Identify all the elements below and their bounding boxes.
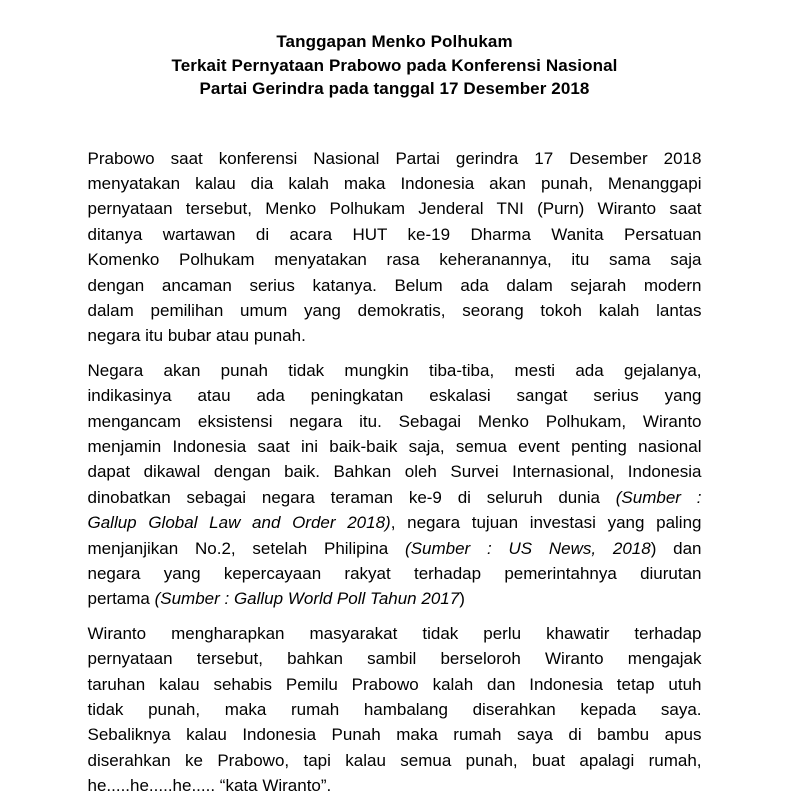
text-line <box>88 672 702 697</box>
text-segment: dapat dikawal dengan baik. Bahkan oleh Survei Internasional, Indonesia <box>87 462 702 482</box>
text-segment: menjanjikan No.2, setelah Philipina <box>87 538 406 558</box>
paragraph-1 <box>88 146 702 349</box>
text-line <box>88 171 702 196</box>
text-segment: dalam pemilihan umum yang demokratis, seorang tokoh kalah lantas <box>87 300 702 320</box>
text-line <box>88 383 702 408</box>
text-line <box>88 298 702 323</box>
text-segment: pernyataan tersebut, Menko Polhukam Jenderal TNI (Purn) Wiranto saat <box>87 199 702 219</box>
italic-text-segment: Gallup Global Law and Order 2018) <box>87 513 391 533</box>
text-line <box>88 697 702 722</box>
text-segment: tidak punah, maka rumah hambalang diserahkan kepada saya. <box>87 700 702 720</box>
document-content <box>88 0 702 799</box>
text-segment: negara itu bubar atau punah. <box>87 326 306 346</box>
text-segment: menjamin Indonesia saat ini baik-baik saja, semua event penting nasional <box>87 436 702 456</box>
text-line <box>88 358 702 383</box>
text-line <box>88 646 702 671</box>
text-line <box>88 247 702 272</box>
text-line <box>88 510 702 535</box>
text-segment: he.....he.....he..... “kata Wiranto”. <box>87 776 332 796</box>
text-segment: negara yang kepercayaan rakyat terhadap pemerintahnya diurutan <box>87 564 702 583</box>
text-segment: ditanya wartawan di acara HUT ke-19 Dharma Wanita Persatuan <box>87 224 702 244</box>
text-segment: Prabowo saat konferensi Nasional Partai gerindra 17 Desember 2018 <box>87 148 702 168</box>
text-segment: mengancam eksistensi negara itu. Sebagai Menko Polhukam, Wiranto <box>87 411 702 431</box>
text-line <box>88 485 702 510</box>
text-line <box>88 273 702 298</box>
text-line <box>88 434 702 459</box>
text-line <box>88 536 702 561</box>
text-segment: Wiranto mengharapkan masyarakat tidak perlu khawatir terhadap <box>87 623 702 643</box>
text-segment: diserahkan ke Prabowo, tapi kalau semua punah, buat apalagi rumah, <box>87 750 702 770</box>
text-line <box>88 561 702 586</box>
text-line <box>88 459 702 484</box>
text-segment: dengan ancaman serius katanya. Belum ada dalam sejarah modern <box>87 275 702 295</box>
text-segment: Sebaliknya kalau Indonesia Punah maka rumah saya di bambu apus <box>87 725 702 745</box>
text-segment: dinobatkan sebagai negara teraman ke-9 di seluruh dunia <box>87 487 616 507</box>
text-line <box>88 409 702 434</box>
italic-text-segment: (Sumber : <box>615 487 702 507</box>
italic-text-segment: (Sumber : US News, 2018 <box>405 538 651 558</box>
text-segment: pertama <box>87 589 155 609</box>
text-line <box>88 586 702 611</box>
text-line <box>88 146 702 171</box>
text-segment: Negara akan punah tidak mungkin tiba-tiba, mesti ada gejalanya, <box>87 360 702 380</box>
text-segment: Komenko Polhukam menyatakan rasa keheranannya, itu sama saja <box>87 250 702 270</box>
text-segment: menyatakan kalau dia kalah maka Indonesia akan punah, Menanggapi <box>87 173 702 193</box>
text-line <box>88 773 702 798</box>
document-title <box>88 0 702 101</box>
document-body <box>88 146 702 799</box>
text-line <box>88 748 702 773</box>
text-segment: ) <box>459 589 465 609</box>
text-line <box>88 222 702 247</box>
italic-text-segment: (Sumber : Gallup World Poll Tahun 2017 <box>154 589 460 609</box>
text-segment: pernyataan tersebut, bahkan sambil berseloroh Wiranto mengajak <box>87 649 702 669</box>
paragraph-2 <box>88 358 702 612</box>
text-line <box>88 323 702 348</box>
paragraph-3 <box>88 621 702 799</box>
text-line <box>88 722 702 747</box>
title-line-1: Tanggapan Menko Polhukam <box>276 32 513 51</box>
text-line <box>88 196 702 221</box>
title-line-3: Partai Gerindra pada tanggal 17 Desember 2018 <box>199 79 590 98</box>
text-segment: ) dan <box>650 538 702 558</box>
text-segment: , negara tujuan investasi yang paling <box>390 513 702 533</box>
text-segment: indikasinya atau ada peningkatan eskalasi sangat serius yang <box>87 386 702 406</box>
text-line <box>88 621 702 646</box>
text-segment: taruhan kalau sehabis Pemilu Prabowo kalah dan Indonesia tetap utuh <box>87 674 702 694</box>
title-line-2: Terkait Pernyataan Prabowo pada Konferensi Nasional <box>171 55 618 75</box>
